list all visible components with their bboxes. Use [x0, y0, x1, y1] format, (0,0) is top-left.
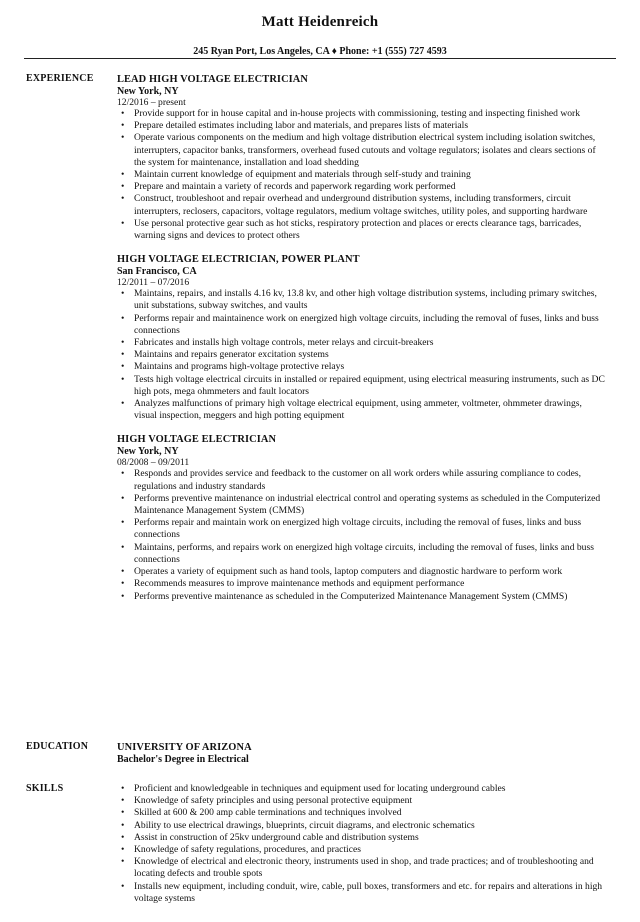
bullet-item: • Prepare and maintain a variety of records and paperwork regarding work performed [117, 181, 607, 193]
job-title: HIGH VOLTAGE ELECTRICIAN, POWER PLANT [117, 254, 360, 266]
experience-jobs [117, 73, 607, 614]
header-divider [24, 58, 616, 59]
bullet-item: • Maintains and programs high-voltage protective relays [117, 361, 607, 373]
job-location: New York, NY [117, 86, 179, 97]
job-location: San Francisco, CA [117, 266, 197, 278]
job-entry [117, 73, 607, 242]
bullet-item: • Use personal protective gear such as hot sticks, respiratory protection and places or erects clearance tags, barricades, warning signs and devices to protect others [117, 218, 607, 242]
skill-item: • Proficient and knowledgeable in techniques and equipment used for locating underground cables [117, 783, 607, 795]
bullet-item: • Performs repair and maintainence work on energized high voltage circuits, including the removal of fuses, links and buss connections [117, 313, 607, 337]
skills-heading: SKILLS [26, 783, 64, 794]
education-body [117, 741, 607, 765]
skills-list [117, 783, 607, 905]
job-bullets [117, 108, 607, 242]
bullet-item: • Performs preventive maintenance on industrial electrical control and operating systems as scheduled in the Computerized Maintenance Management System (CMMS) [117, 493, 607, 517]
job-bullets [117, 468, 607, 602]
job-location: New York, NY [117, 446, 179, 458]
skill-item: • Knowledge of safety principles and using personal protective equipment [117, 795, 607, 807]
bullet-item: • Maintains and repairs generator excitation systems [117, 349, 607, 361]
job-dates: 12/2011 – 07/2016 [117, 277, 190, 289]
candidate-name: Matt Heidenreich [261, 14, 379, 30]
contact-line: 245 Ryan Port, Los Angeles, CA ♦ Phone: +1 (555) 727 4593 [193, 46, 447, 57]
job-entry [117, 253, 607, 422]
school-name: UNIVERSITY OF ARIZONA [117, 742, 252, 753]
skill-item: • Ability to use electrical drawings, blueprints, circuit diagrams, and electronic schematics [117, 820, 607, 832]
bullet-item: • Prepare detailed estimates including labor and materials, and prepares lists of materials [117, 120, 607, 132]
bullet-item: • Fabricates and installs high voltage controls, meter relays and circuit-breakers [117, 337, 607, 349]
bullet-item: • Maintains, performs, and repairs work on energized high voltage circuits, including the removal of fuses, links and buss connections [117, 542, 607, 566]
skill-item: • Knowledge of safety regulations, procedures, and practices [117, 844, 607, 856]
job-title: HIGH VOLTAGE ELECTRICIAN [117, 434, 277, 446]
job-bullets [117, 288, 607, 422]
bullet-item: • Analyzes malfunctions of primary high voltage electrical equipment, using ammeter, voltmeter, ohmmeter drawings, visual inspection, meggers and high potting equipment [117, 398, 607, 422]
skills-body [117, 783, 607, 905]
bullet-item: • Construct, troubleshoot and repair overhead and underground distribution systems, including transformers, circuit interrupters, reclosers, capacitors, voltage regulators, medium voltage switches, utility poles, and supporting hardware [117, 193, 607, 217]
job-title: LEAD HIGH VOLTAGE ELECTRICIAN [117, 74, 309, 85]
skill-item: • Assist in construction of 25kv underground cable and distribution systems [117, 832, 607, 844]
experience-heading: EXPERIENCE [26, 73, 94, 84]
bullet-item: • Responds and provides service and feedback to the customer on all work orders while assuring compliance to codes, regulations and industry standards [117, 468, 607, 492]
job-entry [117, 433, 607, 602]
bullet-item: • Provide support for in house capital and in-house projects with commissioning, testing and inspecting finished work [117, 108, 607, 120]
job-dates: 12/2016 – present [117, 97, 186, 108]
bullet-item: • Maintains, repairs, and installs 4.16 kv, 13.8 kv, and other high voltage distribution systems, including primary switches, unit substations, subway switches, and vaults [117, 288, 607, 312]
bullet-item: • Tests high voltage electrical circuits in installed or repaired equipment, using electrical measuring instruments, such as DC high pots, mega ohmmeters and fault locators [117, 374, 607, 398]
skill-item: • Knowledge of electrical and electronic theory, instruments used in shop, and trade practices; and of troubleshooting and locating defects and trouble spots [117, 856, 607, 880]
bullet-item: • Performs preventive maintenance as scheduled in the Computerized Maintenance Management System (CMMS) [117, 591, 607, 603]
resume-header [0, 0, 640, 57]
bullet-item: • Operates a variety of equipment such as hand tools, laptop computers and diagnostic hardware to perform work [117, 566, 607, 578]
bullet-item: • Operate various components on the medium and high voltage distribution electrical system including isolation switches, interrupters, capacitor banks, transformers, overhead fused cutouts and voltage regulators; isolates and clears sections of the system for maintenance, installation and load shedding [117, 132, 607, 169]
education-heading: EDUCATION [26, 741, 89, 752]
degree: Bachelor's Degree in Electrical [117, 754, 249, 765]
skill-item: • Installs new equipment, including conduit, wire, cable, pull boxes, transformers and etc. for repairs and alterations in high voltage systems [117, 881, 607, 905]
bullet-item: • Performs repair and maintain work on energized high voltage circuits, including the removal of fuses, links and buss connections [117, 517, 607, 541]
skill-item: • Skilled at 600 & 200 amp cable terminations and techniques involved [117, 807, 607, 819]
bullet-item: • Recommends measures to improve maintenance methods and equipment performance [117, 578, 607, 590]
bullet-item: • Maintain current knowledge of equipment and materials through self-study and training [117, 169, 607, 181]
job-dates: 08/2008 – 09/2011 [117, 457, 190, 469]
